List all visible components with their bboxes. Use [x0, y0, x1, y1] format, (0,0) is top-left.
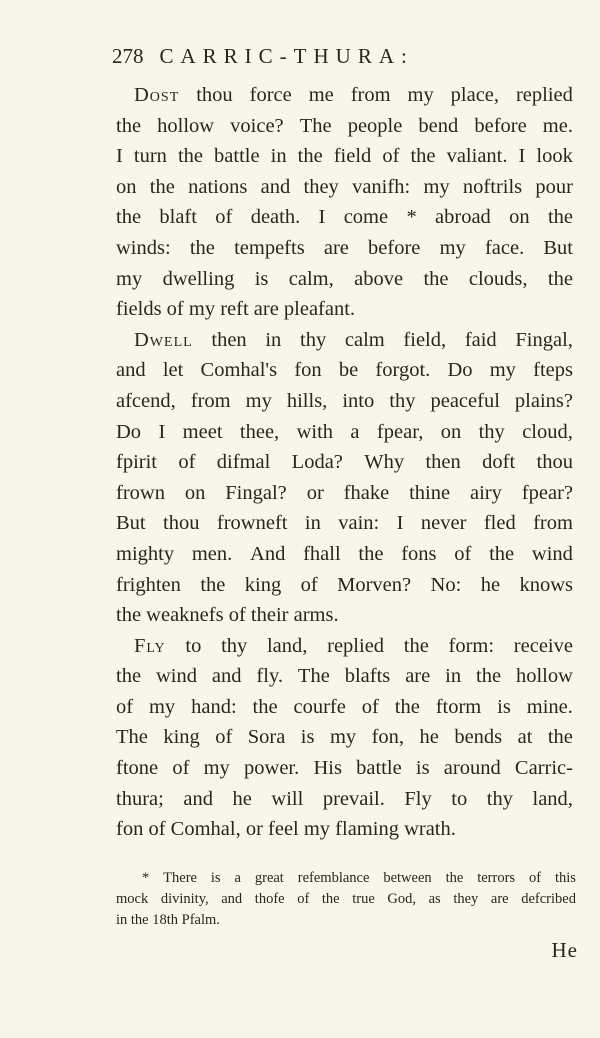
text-line [116, 784, 573, 815]
word: God, [387, 891, 416, 907]
word: thine [409, 481, 451, 504]
text-line [116, 722, 573, 753]
word: place, [450, 84, 500, 106]
word: thura; [116, 787, 164, 810]
footnote-line [116, 889, 576, 910]
line-text [116, 386, 573, 417]
word: of [215, 206, 233, 229]
word: dwelling [162, 267, 235, 290]
word: before [474, 114, 527, 137]
word: blafts [344, 665, 391, 688]
word: of [116, 695, 134, 718]
word: fly. [256, 665, 283, 688]
word: thou [196, 84, 233, 106]
line-text: the weaknefs of their arms. [116, 604, 339, 627]
line-text [116, 753, 573, 784]
line-text: fields of my reft are pleafant. [116, 298, 356, 321]
word: and [260, 175, 291, 198]
word: me. [542, 114, 573, 137]
word: calm, [288, 267, 334, 290]
word: the [445, 870, 464, 886]
word: peaceful [430, 389, 500, 412]
word: of [528, 870, 542, 886]
word: frighten [116, 573, 181, 596]
word: then [425, 451, 461, 474]
line-text [116, 141, 573, 172]
line-text [116, 478, 573, 509]
word: of [215, 726, 233, 749]
word: fon [294, 359, 322, 382]
word: prevail. [322, 787, 385, 810]
text-line [116, 202, 573, 233]
word: The [299, 114, 332, 137]
word: Loda? [291, 451, 343, 474]
word: * [142, 870, 150, 886]
word: is [497, 695, 511, 718]
word: vanifh: [352, 175, 411, 198]
text-line [116, 264, 573, 295]
word: hollow [157, 114, 215, 137]
word: of [454, 542, 472, 565]
word: the [116, 665, 142, 688]
text-line [116, 814, 573, 845]
line-text [116, 508, 573, 539]
word: around [443, 757, 501, 780]
word: great [254, 870, 284, 886]
word: replied [327, 634, 385, 657]
word: fons [401, 542, 437, 565]
footnote-text [116, 889, 576, 910]
word: are [490, 891, 509, 907]
word: turn [133, 145, 167, 168]
running-header [112, 44, 414, 69]
word: Why [364, 451, 405, 474]
line-text [116, 447, 573, 478]
line-text [116, 111, 573, 142]
word: bend [418, 114, 459, 137]
text-line [116, 386, 573, 417]
word: my [407, 84, 434, 106]
word: and [116, 359, 146, 382]
word: my [148, 695, 176, 718]
word: Fingal, [515, 328, 573, 351]
word: mighty [116, 542, 175, 565]
running-title: CARRIC-THURA: [159, 44, 414, 68]
paragraph [116, 80, 573, 325]
word: the [403, 634, 429, 657]
word: frown [116, 481, 165, 504]
line-text [116, 539, 573, 570]
word: hollow [515, 665, 573, 688]
word: But [543, 236, 573, 259]
line-text [116, 722, 573, 753]
word: my [329, 726, 357, 749]
word: are [323, 236, 349, 259]
word: receive [513, 634, 573, 657]
paragraph [116, 631, 573, 845]
word: the [116, 114, 142, 137]
word: plains? [514, 389, 573, 412]
word: fteps [533, 359, 573, 382]
text-line [116, 294, 573, 325]
text-line [116, 692, 573, 723]
word: they [303, 175, 339, 198]
word: come [343, 206, 389, 229]
word: king [244, 573, 282, 596]
word: battle [214, 145, 260, 168]
word: calm [344, 328, 385, 351]
word: Do [447, 359, 473, 382]
line-text [116, 692, 573, 723]
word: are [405, 665, 431, 688]
word: fpear, [376, 420, 424, 443]
word: is [300, 726, 315, 749]
word: will [271, 787, 304, 810]
text-line [116, 508, 573, 539]
line-text [116, 355, 573, 386]
paragraph-lead-word: Fly [134, 634, 166, 657]
word: courfe [293, 695, 346, 718]
word: before [368, 236, 421, 259]
word: airy [470, 481, 502, 504]
word: mine. [526, 695, 573, 718]
word: my [245, 389, 272, 412]
word: let [162, 359, 184, 382]
word: thou [163, 512, 200, 535]
word: death. [250, 206, 301, 229]
word: thofe [254, 891, 285, 907]
word: Fly [404, 787, 432, 810]
word: bends [454, 726, 503, 749]
word: the [189, 236, 215, 259]
word: and [183, 787, 213, 810]
word: knows [519, 573, 573, 596]
word: the [116, 206, 142, 229]
text-line [116, 570, 573, 601]
word: battle [356, 757, 402, 780]
word: force [249, 84, 292, 106]
footnote-line [116, 910, 576, 931]
footnote-text: in the 18th Pfalm. [116, 912, 220, 928]
word: to [451, 787, 468, 810]
word: of [382, 145, 400, 168]
text-line [116, 172, 573, 203]
catchword: He [551, 938, 578, 962]
word: is [415, 757, 430, 780]
word: a [234, 870, 241, 886]
word: defcribed [521, 891, 576, 907]
word: the [177, 145, 203, 168]
word: nations [188, 175, 248, 198]
word: of [300, 573, 318, 596]
word: wind [531, 542, 573, 565]
word: wind [155, 665, 197, 688]
text-line [116, 753, 573, 784]
line-text [116, 233, 573, 264]
word: the [547, 726, 573, 749]
line-text [116, 570, 573, 601]
line-text: fon of Comhal, or feel my flaming wrath. [116, 818, 456, 841]
word: then [211, 328, 247, 351]
word: And [250, 542, 286, 565]
line-text [116, 661, 573, 692]
word: look [536, 145, 573, 168]
word: thee, [239, 420, 280, 443]
word: from [190, 389, 231, 412]
text-line [116, 661, 573, 692]
word: on [440, 420, 462, 443]
word: vain: [338, 512, 380, 535]
text-line [116, 417, 573, 448]
word: hills, [286, 389, 328, 412]
word: fhake [343, 481, 390, 504]
text-line [116, 478, 573, 509]
word: Sora [247, 726, 286, 749]
word: doft [482, 451, 516, 474]
word: in [304, 512, 321, 535]
word: clouds, [468, 267, 528, 290]
word: field, [403, 328, 447, 351]
word: thy [486, 787, 513, 810]
word: terrors [477, 870, 516, 886]
word: fled [483, 512, 516, 535]
main-text [116, 80, 573, 845]
word: never [420, 512, 467, 535]
word: as [428, 891, 441, 907]
word: abroad [435, 206, 491, 229]
word: my [489, 359, 516, 382]
word: I [116, 145, 123, 168]
word: the [149, 175, 175, 198]
word: on [184, 481, 206, 504]
word: I [158, 420, 166, 443]
word: mock [116, 891, 149, 907]
word: my [116, 267, 143, 290]
word: of [172, 757, 190, 780]
word: noftrils [462, 175, 523, 198]
footnote-text [142, 868, 576, 889]
word: thy [389, 389, 416, 412]
word: in [445, 665, 462, 688]
word: His [313, 757, 342, 780]
word: faid [464, 328, 497, 351]
word: voice? [230, 114, 284, 137]
line-text [116, 202, 573, 233]
word: fpear? [521, 481, 573, 504]
word: There [163, 870, 197, 886]
word: meet [182, 420, 223, 443]
word: the [423, 267, 449, 290]
word: pour [535, 175, 573, 198]
word: this [555, 870, 576, 886]
text-line [116, 325, 573, 356]
word: Carric- [514, 757, 573, 780]
word: the [358, 542, 384, 565]
word: the [297, 145, 323, 168]
word: I [518, 145, 526, 168]
word: my [439, 236, 466, 259]
word: be [338, 359, 359, 382]
word: my [423, 175, 450, 198]
word: thou [536, 451, 573, 474]
word: men. [191, 542, 233, 565]
word: power. [244, 757, 300, 780]
paragraph-lead-word: Dwell [134, 328, 193, 351]
word: blaft [159, 206, 197, 229]
word: cloud, [522, 420, 573, 443]
word: tempefts [234, 236, 305, 259]
word: fpirit [116, 451, 157, 474]
word: and [211, 665, 242, 688]
word: king [163, 726, 200, 749]
word: divinity, [160, 891, 209, 907]
word: my [203, 757, 230, 780]
word: me [308, 84, 334, 106]
word: the [200, 573, 226, 596]
word: field [333, 145, 372, 168]
word: valiant. [446, 145, 508, 168]
word: afcend, [116, 389, 176, 412]
word: Do [116, 420, 142, 443]
word: the [410, 145, 436, 168]
word: at [517, 726, 533, 749]
word: in [265, 328, 282, 351]
word: the [476, 665, 502, 688]
word: thy [221, 634, 248, 657]
text-line [116, 233, 573, 264]
text-line [116, 539, 573, 570]
text-line [116, 355, 573, 386]
word: he [480, 573, 501, 596]
word: thy [478, 420, 505, 443]
word: hand: [191, 695, 237, 718]
word: land, [266, 634, 308, 657]
word: Comhal's [200, 359, 278, 382]
word: ftone [116, 757, 159, 780]
word: the [321, 891, 340, 907]
word: he [419, 726, 439, 749]
line-text [116, 784, 573, 815]
word: I [318, 206, 326, 229]
word: with [296, 420, 334, 443]
word: on [509, 206, 530, 229]
word: ftorm [435, 695, 482, 718]
word: difmal [216, 451, 271, 474]
word: he [232, 787, 252, 810]
word: The [116, 726, 148, 749]
paragraph [116, 325, 573, 631]
word: the [489, 542, 515, 565]
line-text [116, 172, 573, 203]
word: thy [300, 328, 327, 351]
word: to [185, 634, 202, 657]
word: the [252, 695, 278, 718]
word: * [406, 206, 417, 229]
word: people [347, 114, 403, 137]
line-text [116, 264, 573, 295]
page-number: 278 [112, 44, 144, 68]
word: above [354, 267, 404, 290]
text-line [116, 600, 573, 631]
word: true [352, 891, 375, 907]
word: they [453, 891, 479, 907]
text-line [116, 111, 573, 142]
word: of [361, 695, 379, 718]
text-line [116, 631, 573, 662]
word: a [350, 420, 360, 443]
line-text [116, 417, 573, 448]
word: the [547, 206, 573, 229]
word: Morven? [337, 573, 412, 596]
word: is [210, 870, 221, 886]
text-line [116, 447, 573, 478]
text-line [116, 80, 573, 111]
word: face. [484, 236, 525, 259]
word: of [297, 891, 310, 907]
word: on [116, 175, 137, 198]
word: from [350, 84, 391, 106]
word: the [547, 267, 573, 290]
word: fhall [303, 542, 341, 565]
word: form: [448, 634, 495, 657]
word: land, [532, 787, 573, 810]
word: from [533, 512, 573, 535]
word: frowneft [216, 512, 288, 535]
word: No: [430, 573, 462, 596]
word: forgot. [375, 359, 431, 382]
text-line [116, 141, 573, 172]
word: Fingal? [225, 481, 287, 504]
footnote-line [116, 868, 576, 889]
word: or [306, 481, 324, 504]
word: fon, [371, 726, 405, 749]
word: But [116, 512, 146, 535]
word: between [383, 870, 432, 886]
word: and [221, 891, 243, 907]
word: refemblance [297, 870, 370, 886]
word: The [297, 665, 330, 688]
word: in [270, 145, 287, 168]
word: the [394, 695, 420, 718]
word: is [254, 267, 269, 290]
word: of [178, 451, 196, 474]
word: winds: [116, 236, 171, 259]
word: replied [515, 84, 573, 106]
footnote [116, 868, 576, 931]
word: I [396, 512, 404, 535]
word: into [342, 389, 375, 412]
paragraph-lead-word: Dost [134, 84, 180, 106]
